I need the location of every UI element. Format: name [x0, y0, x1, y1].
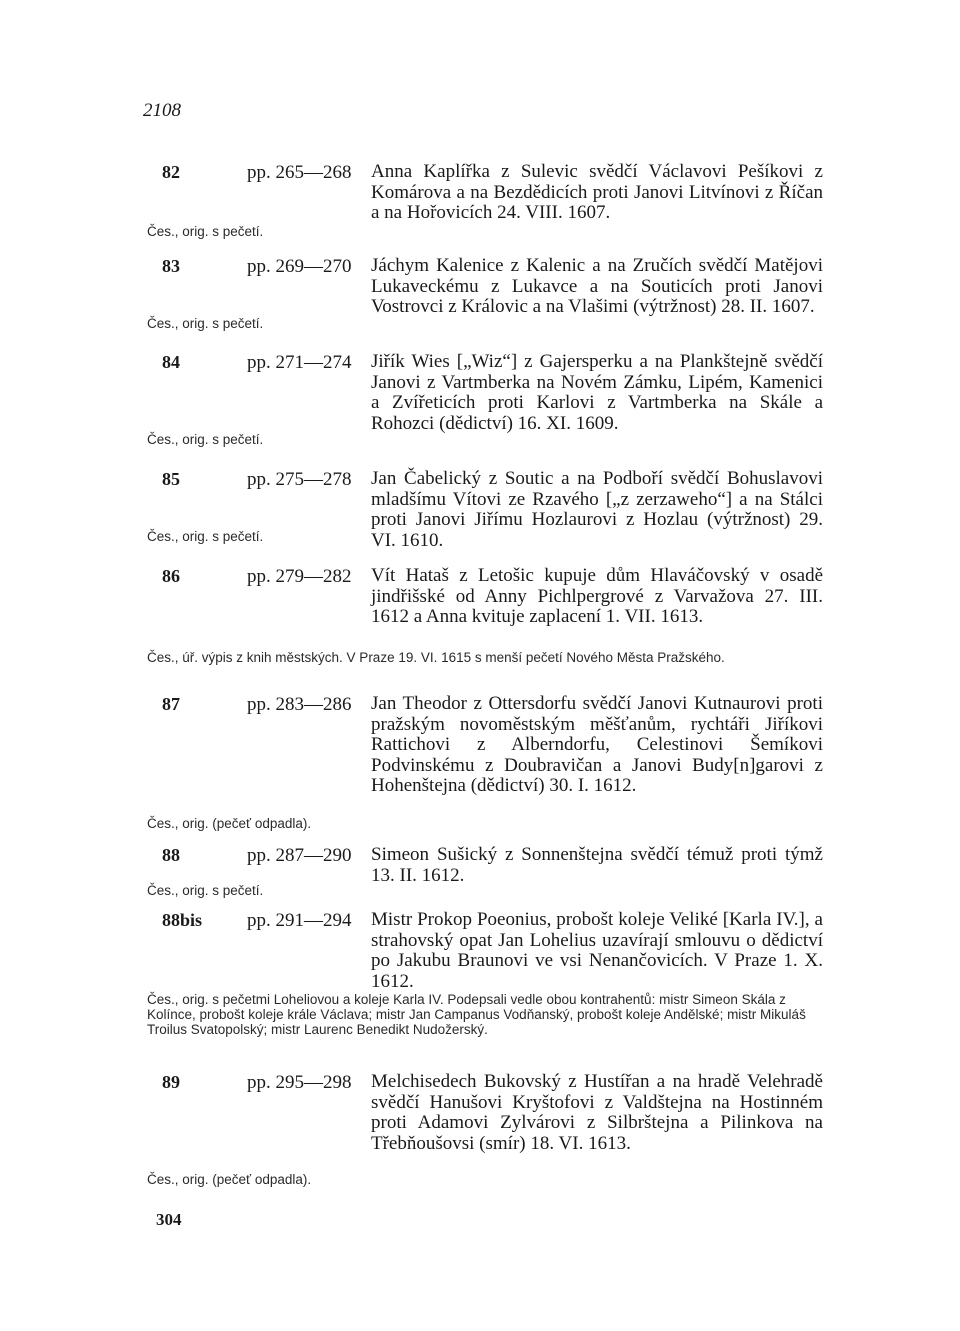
entry-text: Vít Hataš z Letošic kupuje dům Hlaváčovský v osadě jindřišské od Anny Pichlpergrové z Varvažova 27. III. 1612 a Anna kvituje zaplacení 1. VII. 1613.: [371, 565, 823, 627]
entry-text: Jiřík Wies [„Wiz“] z Gajersperku a na Plankštejně svědčí Janovi z Vartmberka na Novém Zámku, Lipém, Kamenici a Zvířeticích proti Karlovi z Vartmberka na Skále a Rohozci (dědictví) 16. XI. 1609.: [371, 351, 823, 434]
page-header-number: 2108: [143, 100, 181, 121]
entry-note: Čes., orig. s pečetí.: [147, 883, 264, 898]
entry-number: 86: [162, 566, 180, 586]
entry-pages: pp. 265—268: [247, 162, 352, 183]
page-footer-number: 304: [156, 1210, 182, 1229]
entry-pages: pp. 291—294: [247, 910, 352, 931]
entry-text: Mistr Prokop Poeonius, probošt koleje Veliké [Karla IV.], a strahovský opat Jan Lohelius uzavírají smlouvu o dědictví po Jakubu Braunovi ve vsi Nenančovicích. V Praze 1. X. 1612.: [371, 909, 823, 992]
entry-number: 87: [162, 694, 180, 714]
entry-number: 88: [162, 845, 180, 865]
entry-number: 88bis: [162, 910, 203, 930]
entry-note: Čes., orig. (pečeť odpadla).: [147, 816, 312, 831]
entry-pages: pp. 295—298: [247, 1072, 352, 1093]
entry-number: 89: [162, 1072, 180, 1092]
entry-pages: pp. 269—270: [247, 256, 352, 277]
entry-pages: pp. 271—274: [247, 352, 352, 373]
entry-number: 83: [162, 256, 180, 276]
entry-pages: pp. 283—286: [247, 694, 352, 715]
entry-number: 82: [162, 162, 180, 182]
entry-pages: pp. 275—278: [247, 469, 352, 490]
entry-text: Jan Theodor z Ottersdorfu svědčí Janovi Kutnaurovi proti pražským novoměstským měšťanům, rychtáři Jiříkovi Rattichovi z Alberndorfu, Celestinovi Šemíkovi Podvinskému z Doubravičan a Janovi Budy[n]garovi z Hohenštejna (dědictví) 30. I. 1612.: [371, 693, 823, 796]
entry-note: Čes., orig. s pečetí.: [147, 529, 264, 544]
entry-note: Čes., úř. výpis z knih městských. V Praze 19. VI. 1615 s menší pečetí Nového Města Pražského.: [147, 650, 725, 665]
entry-text: Jan Čabelický z Soutic a na Podboří svědčí Bohuslavovi mladšímu Vítovi ze Rzavého [„z zerzaweho“] a na Stálci proti Janovi Jiřímu Hozlaurovi z Hozlau (výtržnost) 29. VI. 1610.: [371, 468, 823, 551]
entry-text: Anna Kaplířka z Sulevic svědčí Václavovi Pešíkovi z Komárova a na Bezdědicích proti Janovi Litvínovi z Říčan a na Hořovicích 24. VIII. 1607.: [371, 161, 823, 223]
entry-text: Simeon Sušický z Sonnenštejna svědčí témuž proti týmž 13. II. 1612.: [371, 844, 823, 886]
entry-text: Jáchym Kalenice z Kalenic a na Zručích svědčí Matějovi Lukaveckému z Lukavce a na Souticích proti Janovi Vostrovci z Královic a na Vlašimi (výtržnost) 28. II. 1607.: [371, 255, 823, 317]
entry-number: 85: [162, 469, 180, 489]
entry-pages: pp. 287—290: [247, 845, 352, 866]
entry-note: Čes., orig. s pečetí.: [147, 316, 264, 331]
entry-note: Čes., orig. s pečetmi Loheliovou a koleje Karla IV. Podepsali vedle obou kontrahentů: mistr Simeon Skála z Kolínce, probošt koleje krále Václava; mistr Jan Campanus Vodňanský, probošt koleje Andělské; mistr Mikuláš Troilus Svatopolský; mistr Laurenc Benedikt Nudožerský.: [147, 992, 806, 1037]
entry-text: Melchisedech Bukovský z Hustířan a na hradě Velehradě svědčí Hanušovi Kryštofovi z Valdštejna na Hostinném proti Adamovi Zylvárovi z Silbrštejna a Pilinkova na Třebňoušovsi (smír) 18. VI. 1613.: [371, 1071, 823, 1154]
entry-pages: pp. 279—282: [247, 566, 352, 587]
entry-note: Čes., orig. s pečetí.: [147, 432, 264, 447]
entry-note: Čes., orig. (pečeť odpadla).: [147, 1172, 312, 1187]
entry-number: 84: [162, 352, 180, 372]
entry-note: Čes., orig. s pečetí.: [147, 224, 264, 239]
